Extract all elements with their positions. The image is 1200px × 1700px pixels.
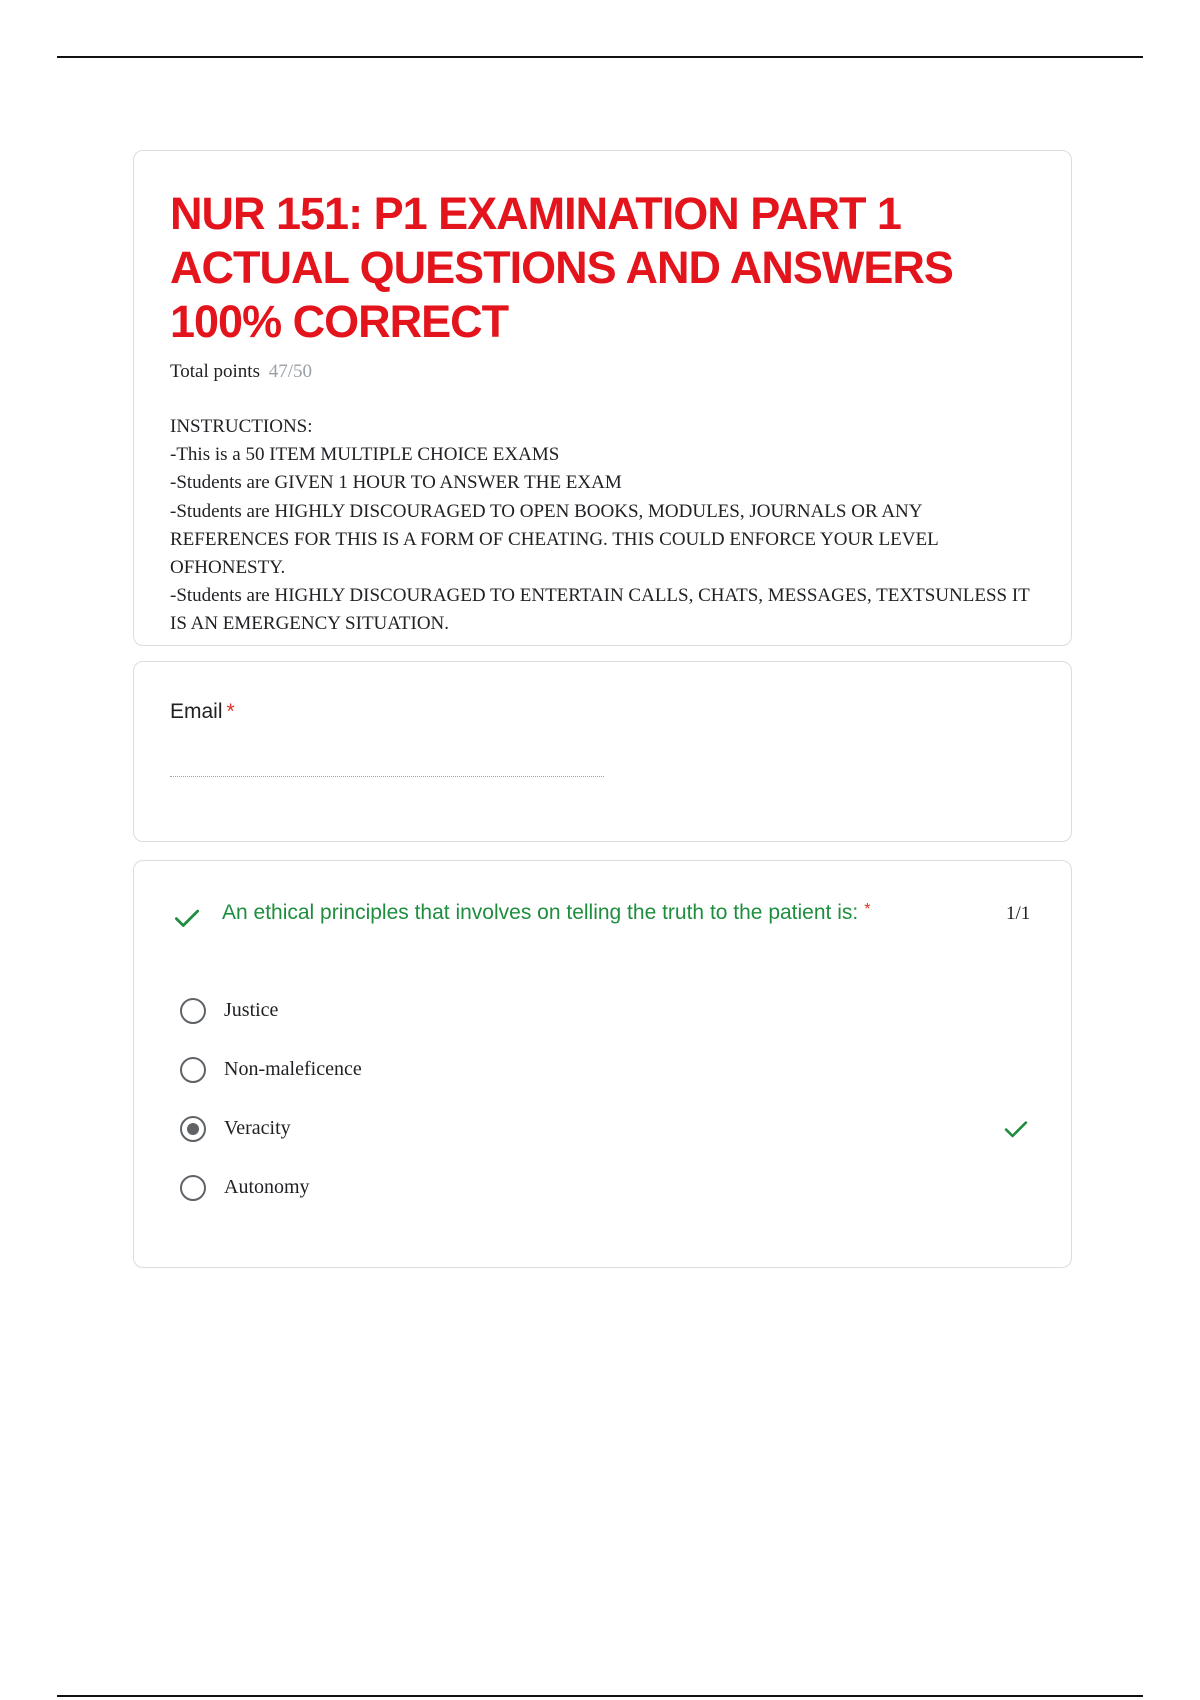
page-bottom-rule: [57, 1695, 1143, 1697]
question-text: [222, 901, 870, 925]
answer-option[interactable]: [180, 1158, 1040, 1217]
total-points-label: Total points: [170, 361, 260, 382]
instruction-line: -Students are HIGHLY DISCOURAGED TO ENTERTAIN CALLS, CHATS, MESSAGES, TEXTSUNLESS IT IS AN EMERGENCY SITUATION.: [170, 585, 1030, 635]
email-label-text: Email: [170, 700, 223, 723]
form-instructions: [170, 413, 1030, 639]
option-label: Non-maleficence: [224, 1058, 362, 1080]
total-points: [170, 361, 312, 383]
radio-button-selected[interactable]: [180, 1116, 206, 1142]
email-field[interactable]: [170, 774, 604, 777]
answer-option[interactable]: [180, 981, 1040, 1040]
option-label: Veracity: [224, 1117, 291, 1139]
radio-button[interactable]: [180, 1057, 206, 1083]
option-label: Justice: [224, 999, 279, 1021]
email-card: [133, 661, 1072, 842]
instruction-line: -Students are GIVEN 1 HOUR TO ANSWER THE EXAM: [170, 472, 622, 494]
total-points-value: 47/50: [268, 361, 313, 382]
answer-options: [180, 981, 1040, 1217]
check-icon: [172, 903, 202, 933]
question-text-label: An ethical principles that involves on telling the truth to the patient is:: [222, 901, 859, 924]
required-asterisk: *: [864, 901, 871, 918]
instruction-line: -This is a 50 ITEM MULTIPLE CHOICE EXAMS: [170, 444, 560, 466]
page-top-rule: [57, 56, 1143, 58]
email-label: [170, 700, 235, 724]
form-header-card: [133, 150, 1072, 646]
correct-answer-check-icon: [1002, 1115, 1030, 1143]
answer-option[interactable]: [180, 1040, 1040, 1099]
form-title: NUR 151: P1 EXAMINATION PART 1 ACTUAL QUESTIONS AND ANSWERS 100% CORRECT: [170, 188, 953, 347]
option-label: Autonomy: [224, 1176, 310, 1198]
required-asterisk: *: [226, 700, 235, 723]
answer-option-selected[interactable]: [180, 1099, 1040, 1158]
question-score: 1/1: [1006, 903, 1031, 924]
instructions-heading: INSTRUCTIONS:: [170, 416, 313, 437]
radio-button[interactable]: [180, 998, 206, 1024]
question-card: [133, 860, 1072, 1268]
radio-button[interactable]: [180, 1175, 206, 1201]
instruction-line: -Students are HIGHLY DISCOURAGED TO OPEN BOOKS, MODULES, JOURNALS OR ANY REFERENCES FOR THIS IS A FORM OF CHEATING. THIS COULD ENFORCE YOUR LEVEL OFHONESTY.: [170, 500, 938, 579]
